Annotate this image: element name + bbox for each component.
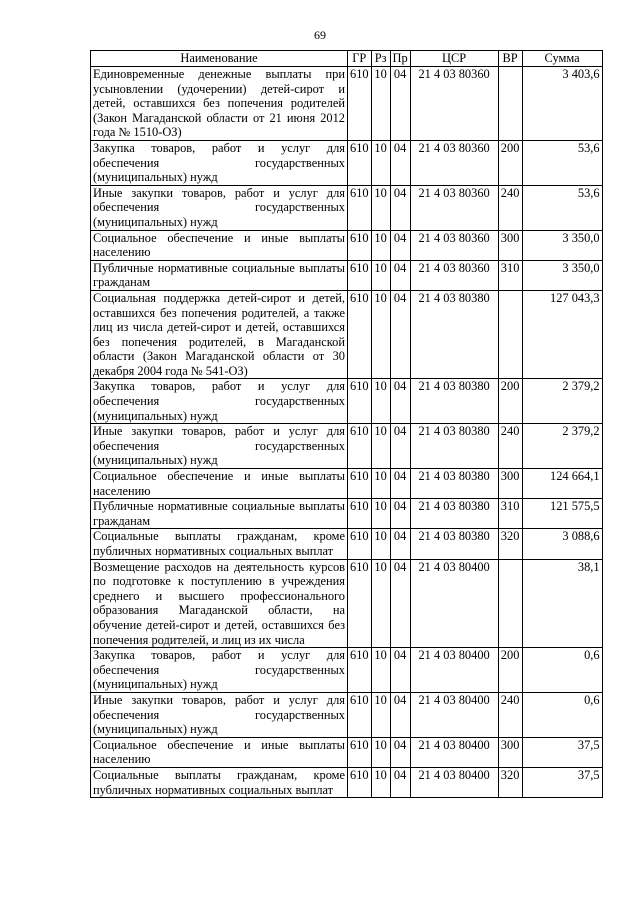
header-vr: ВР [498, 51, 522, 67]
table-row [91, 67, 603, 141]
cell-gr: 610 [348, 559, 372, 648]
cell-sum: 0,6 [522, 692, 602, 737]
cell-name: Социальное обеспечение и иные выплаты населению [91, 737, 348, 767]
cell-csr: 21 4 03 80400 [410, 737, 498, 767]
cell-pr: 04 [390, 230, 410, 260]
cell-pr: 04 [390, 185, 410, 230]
cell-sum: 3 350,0 [522, 230, 602, 260]
cell-gr: 610 [348, 767, 372, 797]
header-sum: Сумма [522, 51, 602, 67]
cell-name: Социальное обеспечение и иные выплаты населению [91, 469, 348, 499]
cell-sum: 2 379,2 [522, 424, 602, 469]
table-row [91, 424, 603, 469]
page-number: 69 [314, 28, 326, 42]
cell-vr [498, 67, 522, 141]
cell-vr [498, 290, 522, 379]
cell-name: Социальная поддержка детей-сирот и детей, оставшихся без попечения родителей, а также лиц из числа детей-сирот и детей, оставшихся без попечения родителей, в Магаданской области (Закон Магаданской области от 30 декабря 2004 года № 541-ОЗ) [91, 290, 348, 379]
cell-vr: 240 [498, 185, 522, 230]
cell-vr: 320 [498, 529, 522, 559]
cell-rz: 10 [371, 737, 390, 767]
cell-vr: 300 [498, 737, 522, 767]
budget-table [90, 50, 603, 798]
cell-rz: 10 [371, 469, 390, 499]
cell-rz: 10 [371, 67, 390, 141]
cell-rz: 10 [371, 692, 390, 737]
cell-name: Иные закупки товаров, работ и услуг для обеспечения государственных (муниципальных) нужд [91, 692, 348, 737]
cell-pr: 04 [390, 767, 410, 797]
cell-sum: 2 379,2 [522, 379, 602, 424]
cell-csr: 21 4 03 80360 [410, 260, 498, 290]
cell-vr: 300 [498, 469, 522, 499]
cell-rz: 10 [371, 260, 390, 290]
cell-rz: 10 [371, 424, 390, 469]
cell-pr: 04 [390, 67, 410, 141]
cell-sum: 0,6 [522, 648, 602, 693]
cell-pr: 04 [390, 140, 410, 185]
cell-name: Закупка товаров, работ и услуг для обеспечения государственных (муниципальных) нужд [91, 379, 348, 424]
cell-rz: 10 [371, 290, 390, 379]
cell-gr: 610 [348, 260, 372, 290]
cell-gr: 610 [348, 230, 372, 260]
table-row [91, 648, 603, 693]
cell-csr: 21 4 03 80400 [410, 648, 498, 693]
cell-rz: 10 [371, 140, 390, 185]
cell-vr: 240 [498, 424, 522, 469]
table-row [91, 767, 603, 797]
cell-gr: 610 [348, 379, 372, 424]
cell-rz: 10 [371, 185, 390, 230]
cell-name: Иные закупки товаров, работ и услуг для обеспечения государственных (муниципальных) нужд [91, 185, 348, 230]
cell-vr: 200 [498, 140, 522, 185]
cell-sum: 127 043,3 [522, 290, 602, 379]
table-row [91, 692, 603, 737]
cell-name: Социальное обеспечение и иные выплаты населению [91, 230, 348, 260]
table-row [91, 260, 603, 290]
table-row [91, 499, 603, 529]
cell-sum: 37,5 [522, 737, 602, 767]
cell-name: Закупка товаров, работ и услуг для обеспечения государственных (муниципальных) нужд [91, 140, 348, 185]
cell-gr: 610 [348, 692, 372, 737]
table-row [91, 230, 603, 260]
cell-sum: 37,5 [522, 767, 602, 797]
cell-vr: 200 [498, 379, 522, 424]
cell-pr: 04 [390, 692, 410, 737]
cell-csr: 21 4 03 80380 [410, 469, 498, 499]
table-row [91, 185, 603, 230]
cell-pr: 04 [390, 260, 410, 290]
cell-csr: 21 4 03 80400 [410, 559, 498, 648]
cell-name: Социальные выплаты гражданам, кроме публичных нормативных социальных выплат [91, 529, 348, 559]
cell-rz: 10 [371, 559, 390, 648]
cell-name: Публичные нормативные социальные выплаты гражданам [91, 260, 348, 290]
cell-csr: 21 4 03 80360 [410, 67, 498, 141]
cell-csr: 21 4 03 80400 [410, 692, 498, 737]
cell-name: Возмещение расходов на деятельность курсов по подготовке к поступлению в учреждения среднего и высшего профессионального образования Магаданской области, на обучение детей-сирот и детей, оставшихся без попечения родителей, и лиц из их числа [91, 559, 348, 648]
cell-vr: 310 [498, 499, 522, 529]
cell-gr: 610 [348, 67, 372, 141]
cell-vr: 200 [498, 648, 522, 693]
cell-pr: 04 [390, 559, 410, 648]
cell-gr: 610 [348, 469, 372, 499]
cell-csr: 21 4 03 80380 [410, 290, 498, 379]
cell-sum: 121 575,5 [522, 499, 602, 529]
cell-gr: 610 [348, 185, 372, 230]
cell-pr: 04 [390, 379, 410, 424]
cell-pr: 04 [390, 290, 410, 379]
cell-pr: 04 [390, 424, 410, 469]
header-pr: Пр [390, 51, 410, 67]
cell-vr [498, 559, 522, 648]
cell-pr: 04 [390, 469, 410, 499]
cell-vr: 320 [498, 767, 522, 797]
cell-sum: 3 088,6 [522, 529, 602, 559]
cell-rz: 10 [371, 379, 390, 424]
header-csr: ЦСР [410, 51, 498, 67]
cell-gr: 610 [348, 529, 372, 559]
cell-csr: 21 4 03 80380 [410, 499, 498, 529]
cell-gr: 610 [348, 140, 372, 185]
table-row [91, 140, 603, 185]
table-body [91, 67, 603, 798]
cell-rz: 10 [371, 767, 390, 797]
cell-csr: 21 4 03 80380 [410, 529, 498, 559]
cell-rz: 10 [371, 648, 390, 693]
cell-sum: 38,1 [522, 559, 602, 648]
cell-name: Иные закупки товаров, работ и услуг для обеспечения государственных (муниципальных) нужд [91, 424, 348, 469]
header-name: Наименование [91, 51, 348, 67]
cell-gr: 610 [348, 648, 372, 693]
cell-csr: 21 4 03 80360 [410, 230, 498, 260]
cell-sum: 53,6 [522, 185, 602, 230]
cell-rz: 10 [371, 529, 390, 559]
cell-vr: 240 [498, 692, 522, 737]
cell-sum: 53,6 [522, 140, 602, 185]
cell-csr: 21 4 03 80360 [410, 185, 498, 230]
table-row [91, 379, 603, 424]
cell-pr: 04 [390, 648, 410, 693]
cell-pr: 04 [390, 737, 410, 767]
cell-gr: 610 [348, 737, 372, 767]
cell-csr: 21 4 03 80400 [410, 767, 498, 797]
cell-csr: 21 4 03 80380 [410, 424, 498, 469]
cell-sum: 3 403,6 [522, 67, 602, 141]
table-header [91, 51, 603, 67]
cell-sum: 3 350,0 [522, 260, 602, 290]
cell-rz: 10 [371, 230, 390, 260]
cell-gr: 610 [348, 290, 372, 379]
table-row [91, 290, 603, 379]
cell-csr: 21 4 03 80380 [410, 379, 498, 424]
header-gr: ГР [348, 51, 372, 67]
header-rz: Рз [371, 51, 390, 67]
table-row [91, 559, 603, 648]
cell-gr: 610 [348, 424, 372, 469]
cell-gr: 610 [348, 499, 372, 529]
cell-name: Единовременные денежные выплаты при усыновлении (удочерении) детей-сирот и детей, оставшихся без попечения родителей (Закон Магаданской области от 21 июня 2012 года № 1510-ОЗ) [91, 67, 348, 141]
cell-rz: 10 [371, 499, 390, 529]
cell-sum: 124 664,1 [522, 469, 602, 499]
cell-pr: 04 [390, 499, 410, 529]
cell-name: Социальные выплаты гражданам, кроме публичных нормативных социальных выплат [91, 767, 348, 797]
cell-vr: 310 [498, 260, 522, 290]
cell-name: Закупка товаров, работ и услуг для обеспечения государственных (муниципальных) нужд [91, 648, 348, 693]
table-row [91, 737, 603, 767]
table-row [91, 469, 603, 499]
cell-pr: 04 [390, 529, 410, 559]
cell-name: Публичные нормативные социальные выплаты гражданам [91, 499, 348, 529]
cell-csr: 21 4 03 80360 [410, 140, 498, 185]
table-row [91, 529, 603, 559]
cell-vr: 300 [498, 230, 522, 260]
